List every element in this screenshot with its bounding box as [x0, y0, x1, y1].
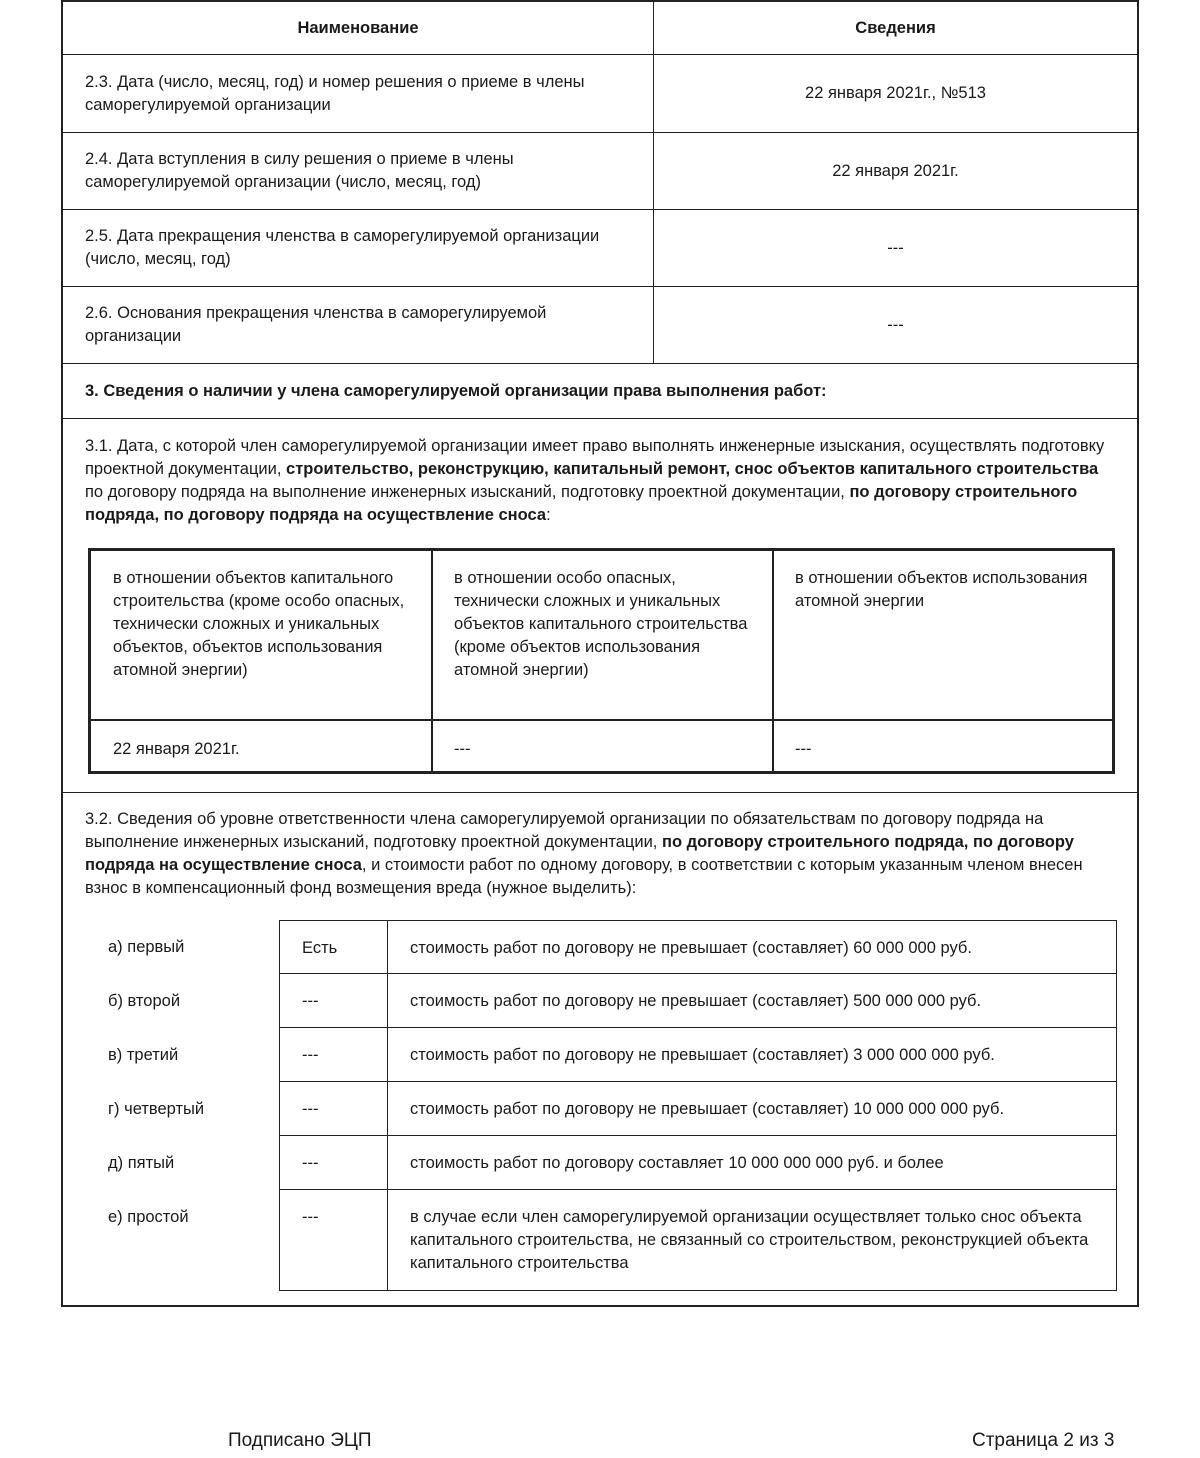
row-label: 2.3. Дата (число, месяц, год) и номер решения о приеме в члены саморегулируемой организации: [63, 55, 654, 132]
p32-text-1: 3.2. Сведения об уровне ответственности члена саморегулируемой организации по обязательствам по договору подряда на выполнение инженерных изысканий, подготовку проектной документации,: [85, 810, 1044, 851]
p32-bold-1: по договору строительного подряда, по договору подряда на осуществление сноса: [85, 833, 1074, 874]
level-mark: ---: [280, 1028, 388, 1081]
section-3-title: 3. Сведения о наличии у члена саморегулируемой организации права выполнения работ:: [85, 382, 827, 400]
level-row-4: [63, 1082, 1137, 1136]
level-desc: стоимость работ по договору не превышает (составляет) 10 000 000 000 руб.: [410, 1100, 1005, 1118]
document-frame: [61, 0, 1139, 1307]
paragraph-3-2: [85, 808, 1115, 900]
row-label: 2.4. Дата вступления в силу решения о приеме в члены саморегулируемой организации (число, месяц, год): [63, 133, 654, 209]
level-row-2: [63, 974, 1137, 1028]
level-desc: стоимость работ по договору не превышает (составляет) 60 000 000 руб.: [410, 939, 972, 957]
p31-bold-1: строительство, реконструкцию, капитальный ремонт, снос объектов капитального строительства: [286, 460, 1099, 478]
level-row-3: [63, 1028, 1137, 1082]
level-label: е) простой: [108, 1208, 189, 1226]
table-row: [63, 133, 1137, 210]
level-mark: ---: [280, 1082, 388, 1135]
rights-value-cell: ---: [454, 740, 471, 758]
signed-note: Подписано ЭЦП: [228, 1430, 372, 1451]
rights-value-cell: 22 января 2021г.: [113, 740, 240, 758]
p31-bold-2: по договору строительного подряда, по договору подряда на осуществление сноса: [85, 483, 1078, 524]
table-row: [63, 55, 1137, 133]
paragraph-3-1: [85, 435, 1115, 527]
row-value: 22 января 2021г.: [832, 161, 959, 180]
level-label: б) второй: [108, 992, 181, 1010]
section-title: [63, 364, 1137, 419]
table-row: [63, 287, 1137, 364]
rights-value-cell: ---: [795, 740, 812, 758]
p31-text-2: по договору подряда на выполнение инженерных изысканий, подготовку проектной документации,: [85, 483, 850, 501]
row-value: 22 января 2021г., №513: [805, 84, 986, 102]
header-info: Сведения: [855, 18, 936, 37]
level-label: в) третий: [108, 1046, 179, 1064]
level-label: д) пятый: [108, 1154, 175, 1172]
level-mark: Есть: [280, 921, 388, 973]
p31-text-1: 3.1. Дата, с которой член саморегулируемой организации имеет право выполнять инженерные изыскания, осуществлять подготовку проектной документации,: [85, 437, 1105, 478]
level-row-5: [63, 1136, 1137, 1190]
level-desc: стоимость работ по договору составляет 10 000 000 000 руб. и более: [410, 1154, 944, 1172]
level-row-1: [63, 920, 1137, 974]
table-header: [63, 0, 1137, 55]
rights-header-cell: в отношении объектов капитального строительства (кроме особо опасных, технически сложных и уникальных объектов, объектов использования атомной энергии): [113, 569, 405, 679]
rights-table: [88, 548, 1115, 774]
page-number: Страница 2 из 3: [972, 1430, 1115, 1451]
p32-text-2: , и стоимости работ по одному договору, в соответствии с которым указанным членом внесен взнос в компенсационный фонд возмещения вреда (нужное выделить):: [85, 856, 1083, 897]
level-desc: стоимость работ по договору не превышает (составляет) 3 000 000 000 руб.: [410, 1046, 995, 1064]
p31-text-3: :: [546, 506, 551, 524]
rights-header-cell: в отношении особо опасных, технически сложных и уникальных объектов капитального строительства (кроме объектов использования атомной энергии): [454, 569, 748, 679]
table-row: [63, 210, 1137, 287]
level-label: а) первый: [108, 938, 185, 956]
level-mark: ---: [280, 974, 388, 1027]
level-label: г) четвертый: [108, 1100, 205, 1118]
row-label: 2.6. Основания прекращения членства в саморегулируемой организации: [63, 287, 654, 363]
row-value: ---: [887, 315, 904, 334]
rights-header-cell: в отношении объектов использования атомной энергии: [795, 569, 1088, 610]
level-mark: ---: [280, 1136, 388, 1189]
level-mark: ---: [280, 1190, 388, 1290]
row-value: ---: [887, 238, 904, 257]
row-label: 2.5. Дата прекращения членства в саморегулируемой организации (число, месяц, год): [63, 210, 654, 286]
header-name: Наименование: [63, 2, 654, 54]
level-desc: стоимость работ по договору не превышает (составляет) 500 000 000 руб.: [410, 992, 982, 1010]
level-row-6: [63, 1190, 1137, 1291]
level-desc: в случае если член саморегулируемой организации осуществляет только снос объекта капитального строительства, не связанный со строительством, реконструкцией объекта капитального строительства: [410, 1208, 1089, 1272]
